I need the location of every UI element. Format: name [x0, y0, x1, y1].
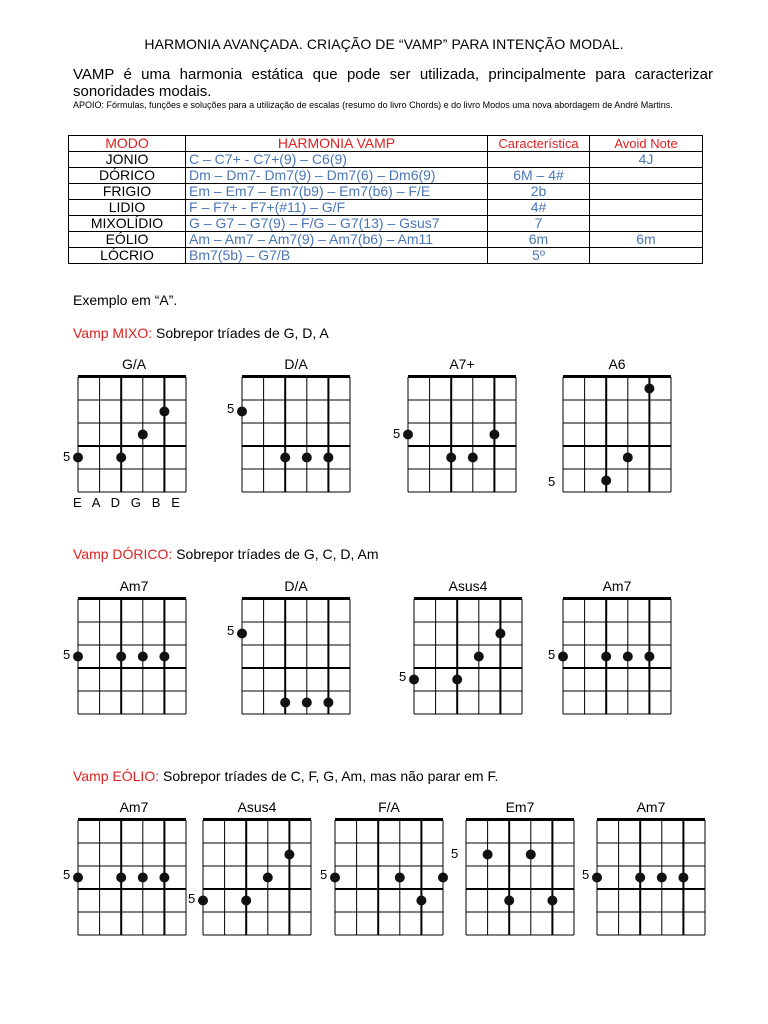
finger-dot: [403, 430, 413, 440]
table-row: [69, 200, 703, 216]
finger-dot: [635, 873, 645, 883]
finger-dot: [438, 873, 448, 883]
finger-dot: [601, 652, 611, 662]
fret-number: 5: [582, 867, 590, 882]
chord-grid: [414, 599, 522, 714]
finger-dot: [138, 873, 148, 883]
chord-name: Asus4: [448, 578, 488, 594]
modo-cell: FRIGIO: [69, 184, 186, 200]
fret-number: 5: [320, 867, 328, 882]
modo-cell: LIDIO: [69, 200, 186, 216]
section-label: Vamp MIXO:: [73, 325, 153, 341]
chord-grid: [203, 820, 311, 935]
fret-number: 5: [227, 401, 235, 416]
chord-name: G/A: [121, 356, 147, 372]
finger-dot: [73, 453, 83, 463]
avoid-note-cell: [590, 248, 703, 264]
finger-dot: [73, 873, 83, 883]
modo-cell: JONIO: [69, 152, 186, 168]
chord-diagram: [597, 820, 705, 935]
finger-dot: [446, 453, 456, 463]
finger-dot: [323, 698, 333, 708]
section-text: Sobrepor tríades de G, C, D, Am: [172, 546, 379, 562]
fret-number: 5: [63, 449, 71, 464]
fret-number: 5: [548, 647, 556, 662]
section-eolio: [73, 768, 498, 784]
finger-dot: [280, 453, 290, 463]
chord-diagram: [78, 820, 186, 935]
harmonia-cell: C – C7+ - C7+(9) – C6(9): [186, 152, 488, 168]
fret-number: 5: [227, 623, 235, 638]
finger-dot: [644, 652, 654, 662]
chord-diagram: [335, 820, 443, 935]
harmonia-cell: Bm7(5b) – G7/B: [186, 248, 488, 264]
chord-name: D/A: [284, 356, 308, 372]
finger-dot: [395, 873, 405, 883]
finger-dot: [138, 430, 148, 440]
chord-name: F/A: [378, 799, 400, 815]
section-dorico: [73, 546, 379, 562]
finger-dot: [657, 873, 667, 883]
table-row: [69, 152, 703, 168]
chord-diagram: [242, 377, 350, 492]
finger-dot: [468, 453, 478, 463]
caracteristica-cell: 2b: [488, 184, 590, 200]
string-names: E A D G B E: [73, 495, 180, 510]
harmonia-cell: F – F7+ - F7+(#11) – G/F: [186, 200, 488, 216]
finger-dot: [198, 896, 208, 906]
chord-name: Am7: [602, 578, 632, 594]
chord-name: Em7: [505, 799, 535, 815]
caracteristica-cell: 7: [488, 216, 590, 232]
finger-dot: [138, 652, 148, 662]
finger-dot: [644, 384, 654, 394]
chord-diagram: [78, 377, 186, 492]
chord-grid: [466, 820, 574, 935]
avoid-note-cell: [590, 200, 703, 216]
intro-paragraph: VAMP é uma harmonia estática que pode ser utilizada, principalmente para caracterizar sonoridades modais.: [73, 66, 713, 100]
modo-cell: DÓRICO: [69, 168, 186, 184]
fret-number: 5: [548, 474, 556, 489]
chord-grid: [563, 377, 671, 492]
finger-dot: [237, 629, 247, 639]
finger-dot: [302, 698, 312, 708]
table-header-row: [69, 136, 703, 152]
finger-dot: [623, 652, 633, 662]
header-harmonia: HARMONIA VAMP: [186, 136, 488, 152]
chord-grid: [335, 820, 443, 935]
finger-dot: [116, 652, 126, 662]
finger-dot: [483, 850, 493, 860]
chord-grid: [78, 599, 186, 714]
apoio-note: APOIO: Fórmulas, funções e soluções para a utilização de escalas (resumo do livro Chords) e do livro Modos uma nova abordagem de André Martins.: [73, 100, 673, 110]
finger-dot: [280, 698, 290, 708]
finger-dot: [323, 453, 333, 463]
chord-grid: [563, 599, 671, 714]
finger-dot: [558, 652, 568, 662]
harmonia-cell: Em – Em7 – Em7(b9) – Em7(b6) – F/E: [186, 184, 488, 200]
finger-dot: [474, 652, 484, 662]
finger-dot: [592, 873, 602, 883]
header-avoid-note: Avoid Note: [590, 136, 703, 152]
exemplo-text: Exemplo em “A”.: [73, 292, 178, 308]
chord-grid: [78, 377, 186, 492]
finger-dot: [73, 652, 83, 662]
chord-name: D/A: [284, 578, 308, 594]
chord-name: Am7: [119, 799, 149, 815]
caracteristica-cell: [488, 152, 590, 168]
chord-grid: [408, 377, 516, 492]
modes-table: [68, 135, 703, 264]
table-row: [69, 232, 703, 248]
finger-dot: [547, 896, 557, 906]
finger-dot: [504, 896, 514, 906]
chord-name: Am7: [119, 578, 149, 594]
harmonia-cell: Am – Am7 – Am7(9) – Am7(b6) – Am11: [186, 232, 488, 248]
section-text: Sobrepor tríades de G, D, A: [152, 325, 329, 341]
finger-dot: [495, 629, 505, 639]
finger-dot: [623, 453, 633, 463]
finger-dot: [601, 476, 611, 486]
chord-name: Am7: [636, 799, 666, 815]
table-row: [69, 168, 703, 184]
chord-grid: [78, 820, 186, 935]
header-caracteristica: Característica: [488, 136, 590, 152]
chord-grid: [597, 820, 705, 935]
finger-dot: [159, 407, 169, 417]
finger-dot: [416, 896, 426, 906]
fret-number: 5: [399, 669, 407, 684]
table-row: [69, 184, 703, 200]
fret-number: 5: [393, 426, 401, 441]
avoid-note-cell: [590, 168, 703, 184]
chord-diagram: [563, 599, 671, 714]
finger-dot: [409, 675, 419, 685]
section-text: Sobrepor tríades de C, F, G, Am, mas não parar em F.: [159, 768, 499, 784]
finger-dot: [526, 850, 536, 860]
finger-dot: [116, 873, 126, 883]
finger-dot: [330, 873, 340, 883]
harmonia-cell: G – G7 – G7(9) – F/G – G7(13) – Gsus7: [186, 216, 488, 232]
caracteristica-cell: 6m: [488, 232, 590, 248]
finger-dot: [237, 407, 247, 417]
finger-dot: [678, 873, 688, 883]
chord-grid: [242, 599, 350, 714]
finger-dot: [241, 896, 251, 906]
avoid-note-cell: 4J: [590, 152, 703, 168]
caracteristica-cell: 6M – 4#: [488, 168, 590, 184]
modo-cell: MIXOLÍDIO: [69, 216, 186, 232]
finger-dot: [452, 675, 462, 685]
table-row: [69, 216, 703, 232]
avoid-note-cell: 6m: [590, 232, 703, 248]
finger-dot: [489, 430, 499, 440]
fret-number: 5: [63, 867, 71, 882]
fret-number: 5: [188, 891, 196, 906]
finger-dot: [159, 652, 169, 662]
harmonia-cell: Dm – Dm7- Dm7(9) – Dm7(6) – Dm6(9): [186, 168, 488, 184]
chord-diagram: [78, 599, 186, 714]
caracteristica-cell: 4#: [488, 200, 590, 216]
chord-diagram: [408, 377, 516, 492]
section-label: Vamp EÓLIO:: [73, 768, 160, 784]
finger-dot: [159, 873, 169, 883]
fret-number: 5: [63, 647, 71, 662]
finger-dot: [263, 873, 273, 883]
page-title: HARMONIA AVANÇADA. CRIAÇÃO DE “VAMP” PARA INTENÇÃO MODAL.: [144, 36, 624, 52]
modo-cell: EÓLIO: [69, 232, 186, 248]
fret-number: 5: [451, 846, 459, 861]
modo-cell: LÓCRIO: [69, 248, 186, 264]
header-modo: MODO: [69, 136, 186, 152]
section-mixo: [73, 325, 329, 341]
finger-dot: [116, 453, 126, 463]
chord-diagram: [203, 820, 311, 935]
avoid-note-cell: [590, 216, 703, 232]
avoid-note-cell: [590, 184, 703, 200]
chord-name: A6: [608, 356, 626, 372]
chord-diagram: [414, 599, 522, 714]
caracteristica-cell: 5º: [488, 248, 590, 264]
chord-name: Asus4: [237, 799, 277, 815]
chord-name: A7+: [449, 356, 475, 372]
chord-diagram: [563, 377, 671, 492]
table-row: [69, 248, 703, 264]
finger-dot: [302, 453, 312, 463]
chord-diagram: [242, 599, 350, 714]
chord-diagram: [466, 820, 574, 935]
chord-grid: [242, 377, 350, 492]
finger-dot: [284, 850, 294, 860]
section-label: Vamp DÓRICO:: [73, 546, 173, 562]
